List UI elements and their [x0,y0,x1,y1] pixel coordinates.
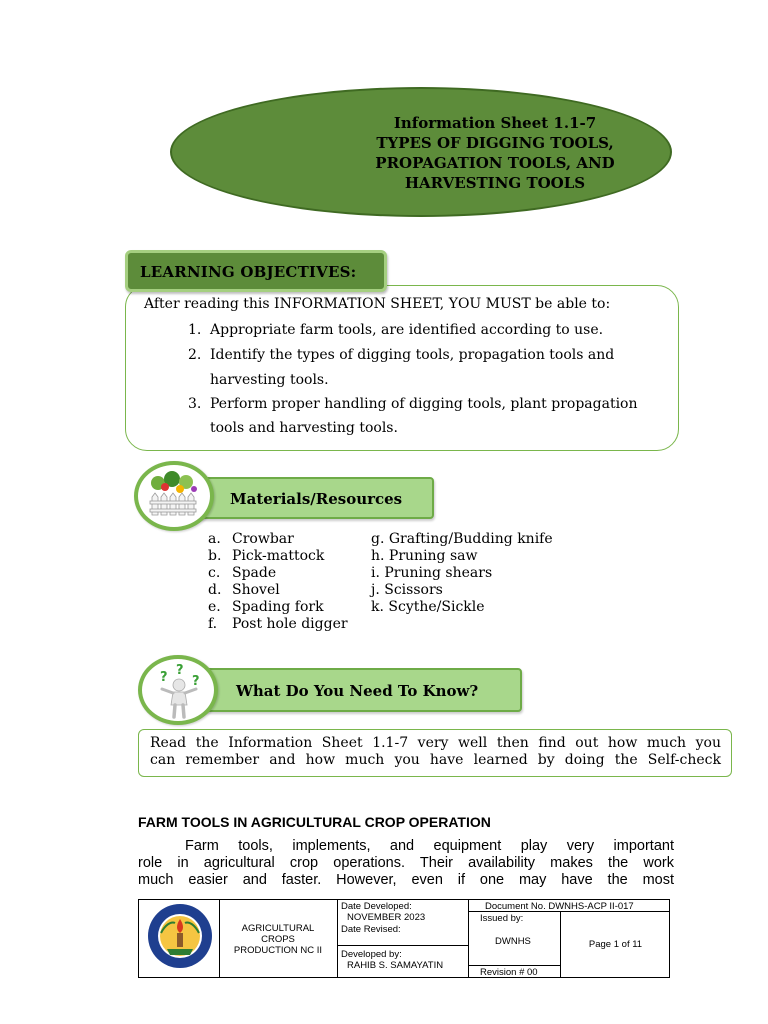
farm-tools-paragraph [138,838,674,889]
need-to-know-heading: What Do You Need To Know? [236,682,479,700]
document-number: Document No. DWNHS-ACP II-017 [485,901,634,912]
issued-by-label: Issued by: [480,913,524,924]
objective-text: Identify the types of digging tools, propagation tools and [210,347,615,363]
course-line: PRODUCTION NC II [233,945,323,956]
thinking-person-icon [138,655,218,725]
revision-number: Revision # 00 [480,967,538,978]
svg-text:?: ? [160,670,168,685]
objective-number: 2. [188,347,202,363]
list-item: k. Scythe/Sickle [371,599,485,615]
paragraph-line: role in agricultural crop operations. Their availability makes the work [138,855,674,871]
paragraph-line: Farm tools, implements, and equipment play very important [185,838,674,854]
issued-by-value: DWNHS [495,936,531,947]
materials-heading: Materials/Resources [230,490,403,508]
objective-text: tools and harvesting tools. [210,420,398,436]
list-item: h. Pruning saw [371,548,478,564]
learning-objectives-tab [125,250,387,292]
list-letter: a. [208,531,221,547]
document-footer [138,899,670,978]
date-developed-value: NOVEMBER 2023 [347,912,426,923]
svg-text:?: ? [192,674,200,689]
list-letter: f. [208,616,218,632]
page-title [340,113,650,193]
course-title [219,923,337,956]
school-seal-icon [147,903,213,969]
need-to-know-header-bar [198,668,522,712]
date-developed-label: Date Developed: [341,901,412,912]
list-item: g. Grafting/Budding knife [371,531,553,547]
svg-text:?: ? [176,663,184,678]
objective-text: Perform proper handling of digging tools, plant propagation [210,396,638,412]
list-letter: b. [208,548,222,564]
developed-by-value: RAHIB S. SAMAYATIN [347,960,444,971]
title-line-1: Information Sheet 1.1-7 [393,114,597,132]
list-text: Shovel [232,582,280,598]
list-text: Post hole digger [232,616,348,632]
need-to-know-text [150,735,721,769]
section-heading: FARM TOOLS IN AGRICULTURAL CROP OPERATION [138,814,491,830]
list-text: Pick-mattock [232,548,325,564]
list-text: Crowbar [232,531,294,547]
need-to-know-line: can remember and how much you have learned by doing the Self-check [150,752,721,768]
garden-fence-icon [134,461,214,531]
learning-objectives-intro: After reading this INFORMATION SHEET, YOU MUST be able to: [144,296,611,312]
list-item: j. Scissors [371,582,443,598]
page-number: Page 1 of 11 [588,939,643,950]
course-line: AGRICULTURAL [241,923,315,934]
divider [337,945,468,946]
list-letter: d. [208,582,222,598]
title-line-3: PROPAGATION TOOLS, AND [375,154,615,172]
paragraph-line: much easier and faster. However, even if one may have the most [138,872,674,888]
divider [468,965,560,966]
need-to-know-line: Read the Information Sheet 1.1-7 very well then find out how much you [150,735,721,751]
title-line-4: HARVESTING TOOLS [404,174,586,192]
divider [337,900,338,977]
list-item: i. Pruning shears [371,565,493,581]
developed-by-label: Developed by: [341,949,402,960]
materials-header-bar [196,477,434,519]
list-text: Spading fork [232,599,324,615]
objective-number: 3. [188,396,202,412]
materials-list-left [0,531,768,641]
date-revised-label: Date Revised: [341,924,401,935]
title-line-2: TYPES OF DIGGING TOOLS, [376,134,614,152]
objective-text: harvesting tools. [210,372,329,388]
list-letter: c. [208,565,221,581]
learning-objectives-heading: LEARNING OBJECTIVES: [140,263,357,281]
list-text: Spade [232,565,277,581]
objective-text: Appropriate farm tools, are identified according to use. [210,322,604,338]
objective-number: 1. [188,322,202,338]
list-letter: e. [208,599,221,615]
course-line: CROPS [261,934,295,945]
